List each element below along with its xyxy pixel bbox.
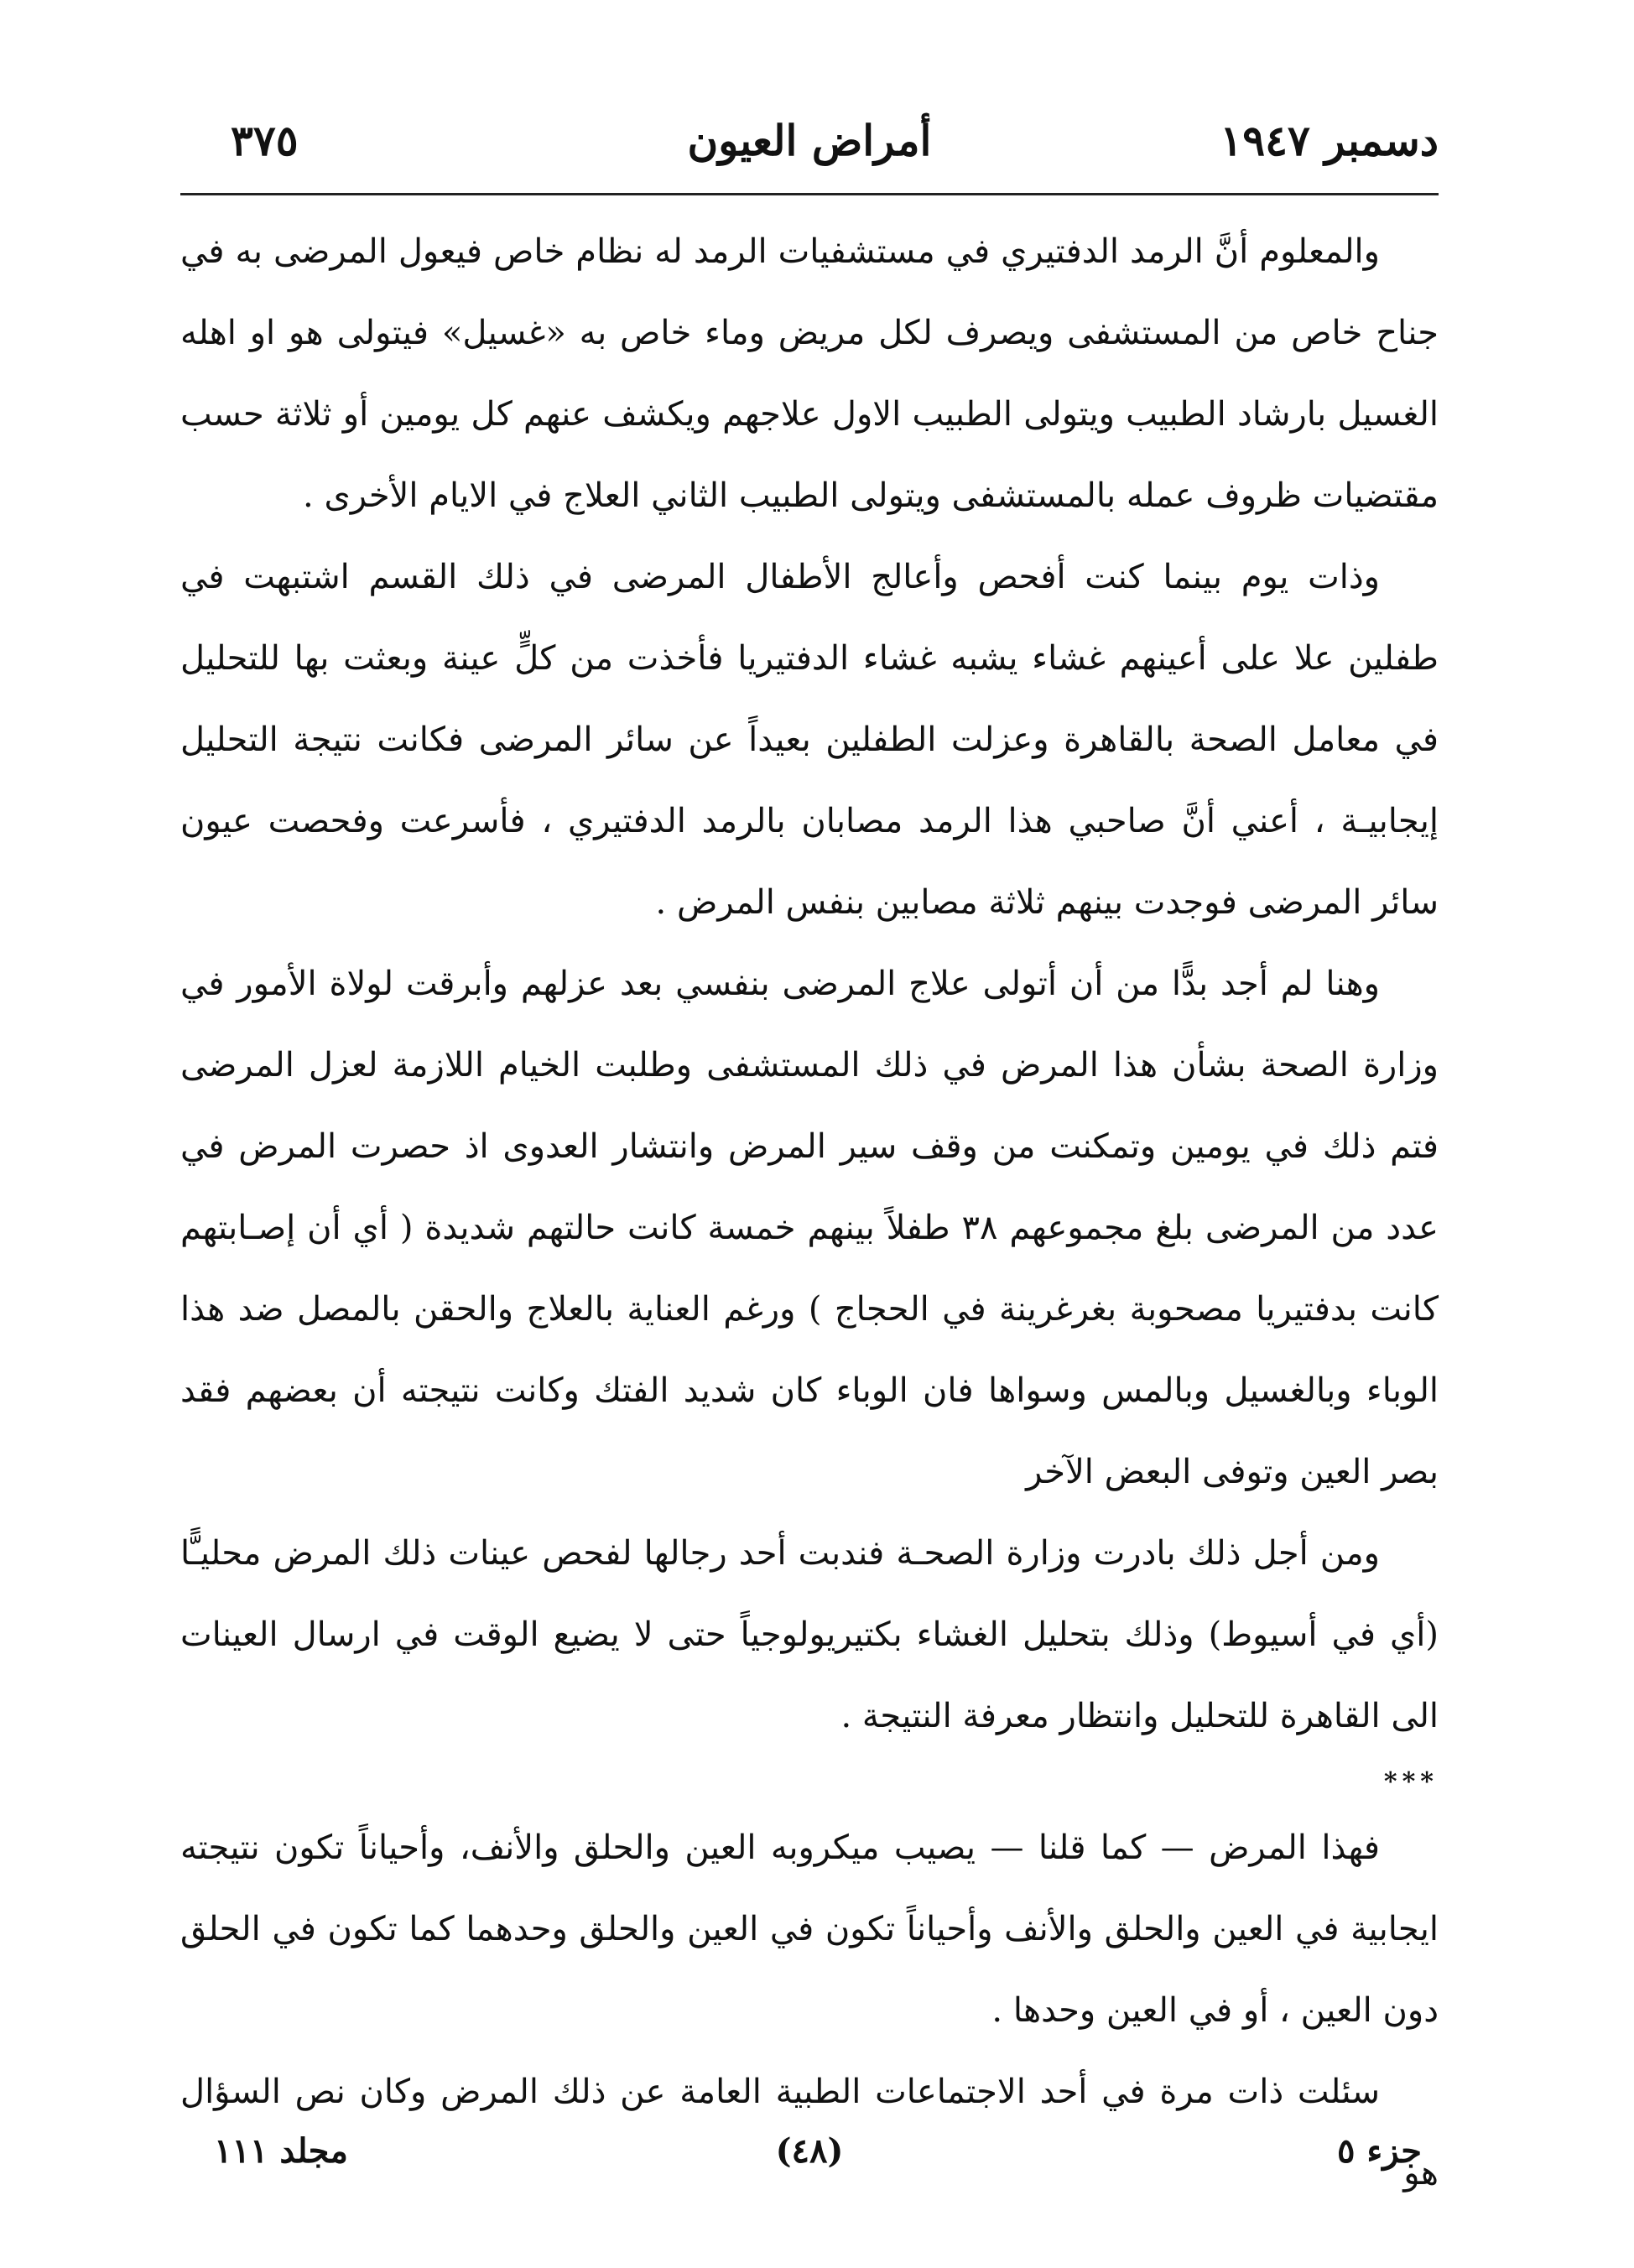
section-separator: *** — [1383, 1767, 1439, 1797]
header-page-number: ٣٧٥ — [231, 116, 299, 165]
paragraph-6: سئلت ذات مرة في أحد الاجتماعات الطبية العامة عن ذلك المرض وكان نص السؤال هو — [180, 2073, 1439, 2193]
article-body — [180, 211, 1439, 2214]
running-header — [180, 107, 1439, 174]
header-date: دسمبر ١٩٤٧ — [1220, 116, 1439, 165]
page-footer — [180, 2126, 1439, 2177]
paragraph-3: وهنا لم أجد بدًّا من أن أتولى علاج المرضى بنفسي بعد عزلهم وأبرقت لولاة الأمور في وزارة الصحة بشأن هذا المرض في ذلك المستشفى وطلبت الخيام اللازمة لعزل المرضى فتم ذلك في يومين وتمكنت من وقف سير المرض وانتشار العدوى اذ حصرت المرض في عدد من المرضى بلغ مجموعهم ٣٨ طفلاً بينهم خمسة كانت حالتهم شديدة ( أي أن إصـابتهم كانت بدفتيريا مصحوبة بغرغرينة في الحجاج ) ورغم العناية بالعلاج والحقن بالمصل ضد هذا الوباء وبالغسيل وبالمس وسواها فان الوباء كان شديد الفتك وكانت نتيجته أن بعضهم فقد بصر العين وتوفى البعض الآخر — [180, 965, 1439, 1491]
paragraph-1: والمعلوم أنَّ الرمد الدفتيري في مستشفيات الرمد له نظام خاص فيعول المرضى به في جناح خاص من المستشفى ويصرف لكل مريض وماء خاص به «غسيل» فيتولى هو او اهله الغسيل بارشاد الطبيب ويتولى الطبيب الاول علاجهم ويكشف عنهم كل يومين أو ثلاثة حسب مقتضيات ظروف عمله بالمستشفى ويتولى الطبيب الثاني العلاج في الايام الأخرى . — [180, 232, 1439, 515]
paragraph-2: وذات يوم بينما كنت أفحص وأعالج الأطفال المرضى في ذلك القسم اشتبهت في طفلين علا على أعينهم غشاء يشبه غشاء الدفتيريا فأخذت من كلٍّ عينة وبعثت بها للتحليل في معامل الصحة بالقاهرة وعزلت الطفلين بعيداً عن سائر المرضى فكانت نتيجة التحليل إيجابيـة ، أعني أنَّ صاحبي هذا الرمد مصابان بالرمد الدفتيري ، فأسرعت وفحصت عيون سائر المرضى فوجدت بينهم ثلاثة مصابين بنفس المرض . — [180, 558, 1439, 922]
footer-part: جزء ٥ — [1336, 2131, 1422, 2171]
footer-signature: (٤٨) — [775, 2131, 844, 2171]
paragraph-5: فهذا المرض — كما قلنا — يصيب ميكروبه العين والحلق والأنف، وأحياناً تكون نتيجته ايجابية في العين والحلق والأنف وأحياناً تكون في العين والحلق وحدهما كما تكون في الحلق دون العين ، أو في العين وحدها . — [180, 1828, 1439, 2030]
paragraph-4: ومن أجل ذلك بادرت وزارة الصحـة فندبت أحد رجالها لفحص عينات ذلك المرض محليـًّا (أي في أسيوط) وذلك بتحليل الغشاء بكتيريولوجياً حتى لا يضيع الوقت في ارسال العينات الى القاهرة للتحليل وانتظار معرفة النتيجة . — [180, 1534, 1439, 1735]
header-title: أمراض العيون — [687, 116, 932, 165]
footer-volume: مجلد ١١١ — [214, 2131, 348, 2171]
header-rule — [180, 193, 1439, 195]
